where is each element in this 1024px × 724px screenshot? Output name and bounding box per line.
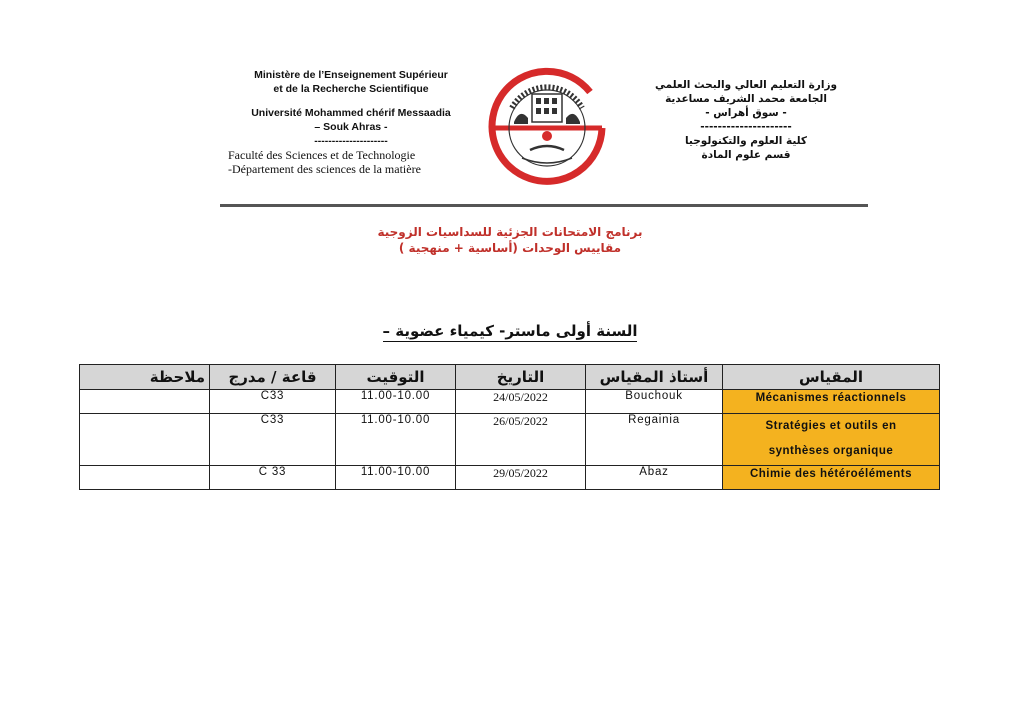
exam-program-title xyxy=(260,224,760,256)
cell-module: Mécanismes réactionnels xyxy=(723,390,940,414)
header-professor: أستاذ المقياس xyxy=(586,365,723,390)
header-time: التوقيت xyxy=(336,365,456,390)
cell-date: 29/05/2022 xyxy=(456,466,586,490)
ministry-line-1: Ministère de l’Enseignement Supérieur xyxy=(254,69,448,81)
title-line-2: مقاييس الوحدات (أساسية + منهجية ) xyxy=(398,241,622,255)
cell-date: 24/05/2022 xyxy=(456,390,586,414)
table-row xyxy=(80,414,940,466)
cell-module: Chimie des hétéroéléments xyxy=(723,466,940,490)
header-note: ملاحظة xyxy=(80,365,210,390)
cell-date: 26/05/2022 xyxy=(456,414,586,466)
university-logo xyxy=(482,48,612,198)
ministry-line-2: et de la Recherche Scientifique xyxy=(273,83,429,95)
university-name: Université Mohammed chérif Messaadia xyxy=(251,107,451,119)
title-line-1: برنامج الامتحانات الجزئية للسداسيات الزوجية xyxy=(377,225,643,239)
cell-room: C33 xyxy=(210,414,336,466)
header-rule xyxy=(220,204,868,207)
department-arabic: قسم علوم المادة xyxy=(701,149,791,161)
cell-time: 11.00-10.00 xyxy=(336,414,456,466)
faculty-arabic: كلية العلوم والتكنولوجيا xyxy=(684,135,808,147)
cell-note xyxy=(80,466,210,490)
table-header-row xyxy=(80,365,940,390)
faculty-name-fr: Faculté des Sciences et de Technologie xyxy=(228,148,416,162)
header-module: المقياس xyxy=(723,365,940,390)
table-row xyxy=(80,466,940,490)
cell-professor: Bouchouk xyxy=(586,390,723,414)
separator-ar: --------------------- xyxy=(700,121,792,133)
header-french xyxy=(228,68,474,176)
ministry-arabic: وزارة التعليم العالي والبحث العلمي xyxy=(654,79,838,91)
department-name-fr: -Département des sciences de la matière xyxy=(228,162,421,176)
exam-schedule-table xyxy=(79,364,940,490)
city-arabic: - سوق أهراس - xyxy=(705,107,787,119)
cell-time: 11.00-10.00 xyxy=(336,466,456,490)
cell-room: C33 xyxy=(210,390,336,414)
header-arabic xyxy=(630,78,862,162)
header-date: التاريخ xyxy=(456,365,586,390)
cell-time: 11.00-10.00 xyxy=(336,390,456,414)
module-line-1: Stratégies et outils en xyxy=(765,420,897,432)
cell-module xyxy=(723,414,940,466)
university-arabic: الجامعة محمد الشريف مساعدية xyxy=(665,93,827,105)
cell-professor: Regainia xyxy=(586,414,723,466)
university-city: – Souk Ahras - xyxy=(314,121,388,133)
separator-fr: --------------------- xyxy=(314,135,388,147)
module-line-2: synthèses organique xyxy=(768,445,894,457)
cell-room: C 33 xyxy=(210,466,336,490)
table-row xyxy=(80,390,940,414)
subtitle-text: السنة أولى ماستر- كيمياء عضوية – xyxy=(382,322,638,340)
cell-professor: Abaz xyxy=(586,466,723,490)
class-subtitle xyxy=(300,322,720,340)
header-room: قاعة / مدرج xyxy=(210,365,336,390)
cell-note xyxy=(80,390,210,414)
cell-note xyxy=(80,414,210,466)
